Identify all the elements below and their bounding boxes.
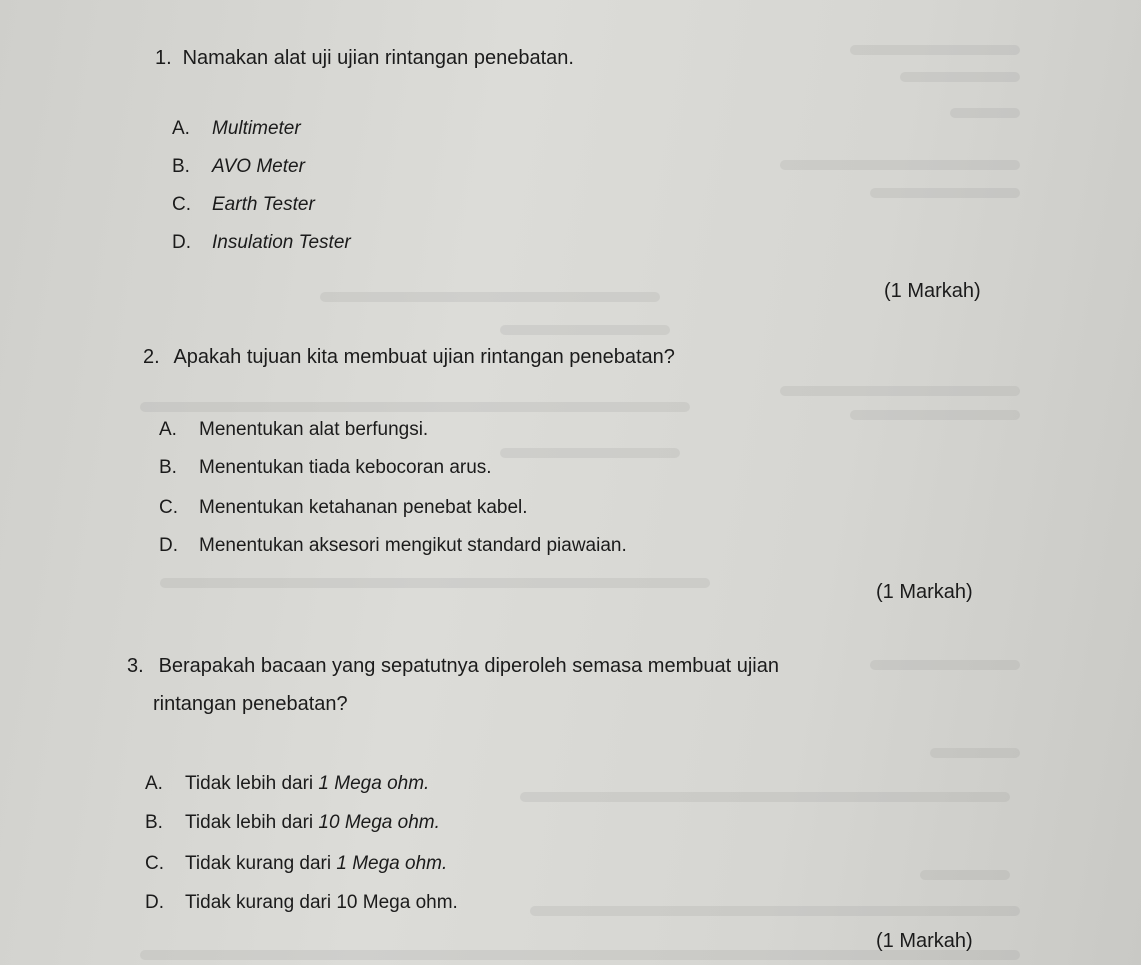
- bleed-through-mark: [930, 748, 1020, 758]
- option-letter: C.: [159, 497, 178, 518]
- option-text-emphasis: 1 Mega ohm.: [318, 773, 430, 794]
- question-number: 1.: [155, 47, 172, 69]
- question-text: Apakah tujuan kita membuat ujian rintangan penebatan?: [173, 346, 675, 368]
- question-text: Namakan alat uji ujian rintangan penebatan.: [182, 47, 574, 69]
- option-text: Tidak kurang dari: [185, 853, 337, 874]
- bleed-through-mark: [780, 160, 1020, 170]
- option-letter: C.: [172, 194, 191, 215]
- bleed-through-mark: [160, 578, 710, 588]
- question-2: [143, 345, 675, 369]
- bleed-through-mark: [870, 660, 1020, 670]
- option-text: Earth Tester: [212, 194, 315, 215]
- option-text: Menentukan aksesori mengikut standard piawaian.: [199, 535, 627, 556]
- option-text: Insulation Tester: [212, 232, 351, 253]
- question-3: [127, 654, 779, 678]
- bleed-through-mark: [850, 45, 1020, 55]
- marks-label: (1 Markah): [876, 930, 973, 952]
- option-text: Menentukan tiada kebocoran arus.: [199, 457, 492, 478]
- bleed-through-mark: [520, 792, 1010, 802]
- option-2d[interactable]: [159, 534, 627, 557]
- option-letter: D.: [145, 892, 164, 913]
- option-2b[interactable]: [159, 456, 492, 479]
- option-letter: C.: [145, 853, 164, 874]
- bleed-through-mark: [900, 72, 1020, 82]
- option-text: Menentukan ketahanan penebat kabel.: [199, 497, 528, 518]
- option-letter: B.: [145, 812, 163, 833]
- option-text-emphasis: 10 Mega ohm.: [318, 812, 440, 833]
- option-3d[interactable]: [145, 891, 458, 914]
- option-text: Tidak lebih dari: [185, 812, 319, 833]
- question-number: 2.: [143, 346, 160, 368]
- bleed-through-mark: [850, 410, 1020, 420]
- option-letter: D.: [159, 535, 178, 556]
- option-letter: A.: [159, 419, 177, 440]
- question-number: 3.: [127, 655, 144, 677]
- option-3b[interactable]: [145, 811, 440, 834]
- bleed-through-mark: [920, 870, 1010, 880]
- bleed-through-mark: [950, 108, 1020, 118]
- option-text: Tidak kurang dari 10 Mega ohm.: [185, 892, 458, 913]
- option-text: AVO Meter: [212, 156, 305, 177]
- bleed-through-mark: [870, 188, 1020, 198]
- option-1a[interactable]: [172, 117, 301, 140]
- bleed-through-mark: [530, 906, 1020, 916]
- option-1d[interactable]: [172, 231, 351, 254]
- bleed-through-mark: [500, 325, 670, 335]
- option-text-emphasis: 1 Mega ohm.: [336, 853, 448, 874]
- bleed-through-mark: [500, 448, 680, 458]
- question-1: [155, 46, 574, 70]
- option-text: Tidak lebih dari: [185, 773, 319, 794]
- option-letter: B.: [159, 457, 177, 478]
- option-text: Multimeter: [212, 118, 301, 139]
- option-letter: A.: [172, 118, 190, 139]
- option-letter: B.: [172, 156, 190, 177]
- option-1b[interactable]: [172, 155, 305, 178]
- option-2a[interactable]: [159, 418, 428, 441]
- marks-label: (1 Markah): [876, 581, 973, 603]
- marks-label: (1 Markah): [884, 280, 981, 302]
- option-3a[interactable]: [145, 772, 429, 795]
- option-2c[interactable]: [159, 496, 528, 519]
- option-text: Menentukan alat berfungsi.: [199, 419, 429, 440]
- question-3-continued: rintangan penebatan?: [153, 693, 348, 715]
- option-3c[interactable]: [145, 852, 447, 875]
- bleed-through-mark: [140, 402, 690, 412]
- option-letter: A.: [145, 773, 163, 794]
- option-1c[interactable]: [172, 193, 315, 216]
- bleed-through-mark: [320, 292, 660, 302]
- question-text-line1: Berapakah bacaan yang sepatutnya diperoleh semasa membuat ujian: [158, 655, 779, 677]
- option-letter: D.: [172, 232, 191, 253]
- bleed-through-mark: [780, 386, 1020, 396]
